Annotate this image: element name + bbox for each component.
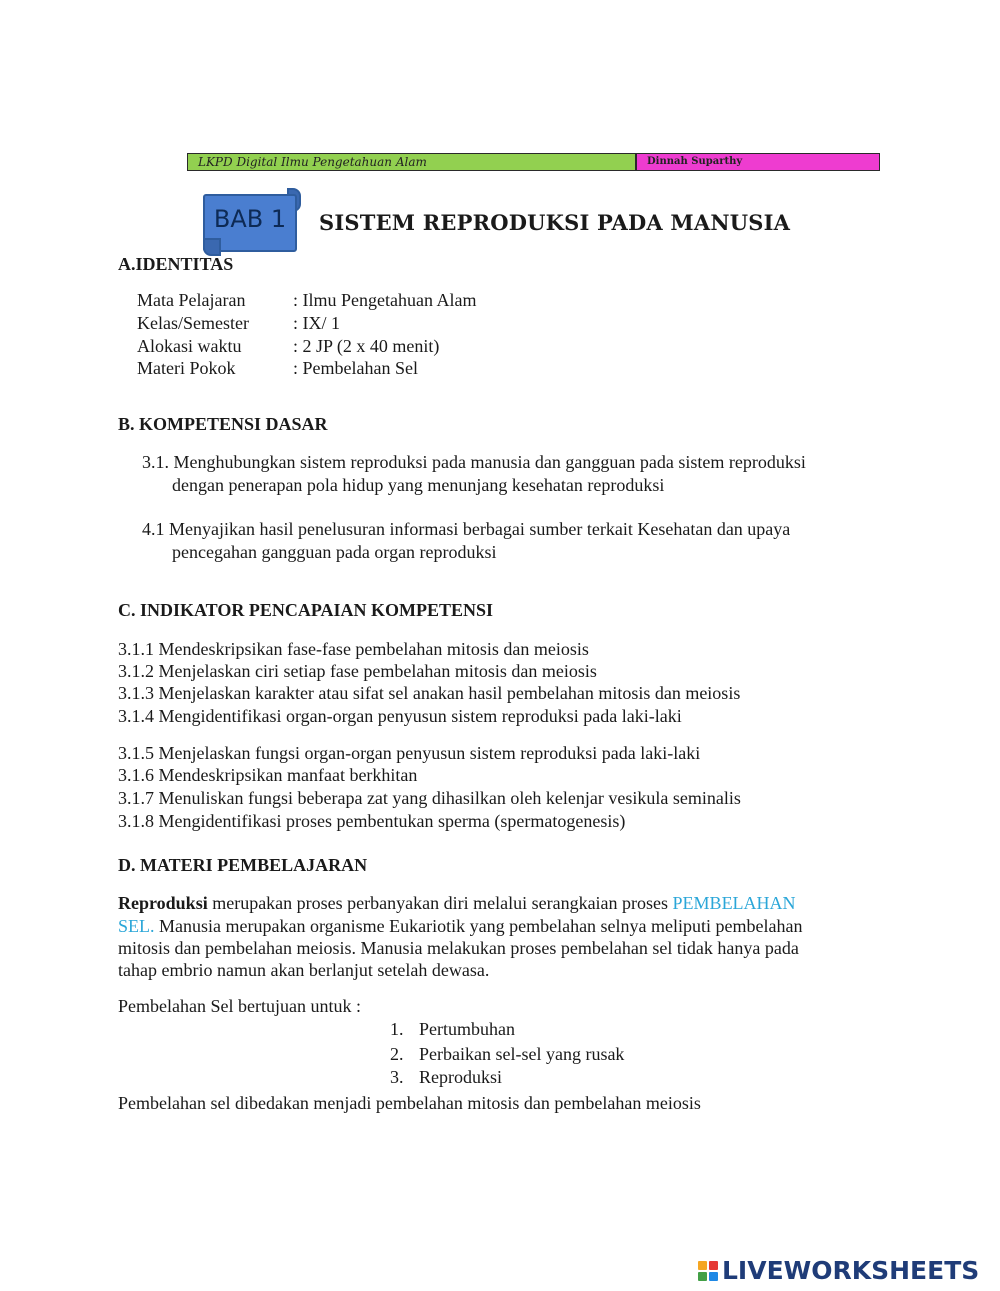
purpose-number: 2. [390,1044,404,1064]
indicator-item: 3.1.7 Menuliskan fungsi beberapa zat yang dihasilkan oleh kelenjar vesikula seminalis [118,788,741,808]
identity-value: : Ilmu Pengetahuan Alam [293,290,477,310]
section-c-heading: C. INDIKATOR PENCAPAIAN KOMPETENSI [118,600,494,620]
material-paragraph-line: mitosis dan pembelahan meiosis. Manusia melakukan proses pembelahan sel tidak hanya pada [118,938,799,958]
identity-label: Kelas/Semester [137,313,249,333]
liveworksheets-logo[interactable] [698,1256,979,1285]
indicator-item: 3.1.8 Mengidentifikasi proses pembentukan sperma (spermatogenesis) [118,811,626,831]
purpose-item: Pertumbuhan [419,1019,515,1039]
competency-line: 3.1. Menghubungkan sistem reproduksi pada manusia dan gangguan pada sistem reproduksi [142,452,806,472]
purpose-number: 3. [390,1067,404,1087]
chapter-badge: BAB 1 [203,194,297,252]
term-reproduksi: Reproduksi [118,893,208,913]
identity-label: Materi Pokok [137,358,236,378]
purpose-number: 1. [390,1019,404,1039]
paragraph-text: merupakan proses perbanyakan diri melalui serangkaian proses [207,893,673,913]
purpose-item: Reproduksi [419,1067,502,1087]
identity-value: : 2 JP (2 x 40 menit) [293,336,440,356]
identity-value: : IX/ 1 [293,313,340,333]
section-d-heading: D. MATERI PEMBELAJARAN [118,855,368,875]
identity-value: : Pembelahan Sel [293,358,418,378]
logo-text: LIVEWORKSHEETS [722,1256,980,1285]
competency-line: pencegahan gangguan pada organ reproduksi [172,542,497,562]
indicator-item: 3.1.5 Menjelaskan fungsi organ-organ penyusun sistem reproduksi pada laki-laki [118,743,701,763]
page-title: SISTEM REPRODUKSI PADA MANUSIA [319,210,791,235]
indicator-item: 3.1.4 Mengidentifikasi organ-organ penyusun sistem reproduksi pada laki-laki [118,706,682,726]
indicator-item: 3.1.1 Mendeskripsikan fase-fase pembelahan mitosis dan meiosis [118,639,589,659]
indicator-item: 3.1.2 Menjelaskan ciri setiap fase pembelahan mitosis dan meiosis [118,661,597,681]
indicator-item: 3.1.6 Mendeskripsikan manfaat berkhitan [118,765,418,785]
header-author-banner: Dinnah Suparthy [636,153,880,171]
sel-link[interactable]: SEL. [118,916,155,936]
identity-label: Mata Pelajaran [137,290,246,310]
identity-label: Alokasi waktu [137,336,242,356]
pembelahan-link[interactable]: PEMBELAHAN [672,893,796,913]
section-a-heading: A.IDENTITAS [118,254,234,274]
purpose-item: Perbaikan sel-sel yang rusak [419,1044,625,1064]
competency-line: dengan penerapan pola hidup yang menunjang kesehatan reproduksi [172,475,665,495]
section-b-heading: B. KOMPETENSI DASAR [118,414,328,434]
indicator-item: 3.1.3 Menjelaskan karakter atau sifat sel anakan hasil pembelahan mitosis dan meiosis [118,683,741,703]
closing-sentence: Pembelahan sel dibedakan menjadi pembelahan mitosis dan pembelahan meiosis [118,1093,701,1113]
material-paragraph-line [118,893,796,914]
header-subject-banner: LKPD Digital Ilmu Pengetahuan Alam [187,153,636,171]
purpose-intro: Pembelahan Sel bertujuan untuk : [118,996,361,1016]
paragraph-text: Manusia merupakan organisme Eukariotik yang pembelahan selnya meliputi pembelahan [154,916,803,936]
material-paragraph-line: tahap embrio namun akan berlanjut setelah dewasa. [118,960,490,980]
competency-line: 4.1 Menyajikan hasil penelusuran informasi berbagai sumber terkait Kesehatan dan upaya [142,519,791,539]
material-paragraph-line [118,916,803,937]
logo-blocks-icon [698,1261,718,1281]
